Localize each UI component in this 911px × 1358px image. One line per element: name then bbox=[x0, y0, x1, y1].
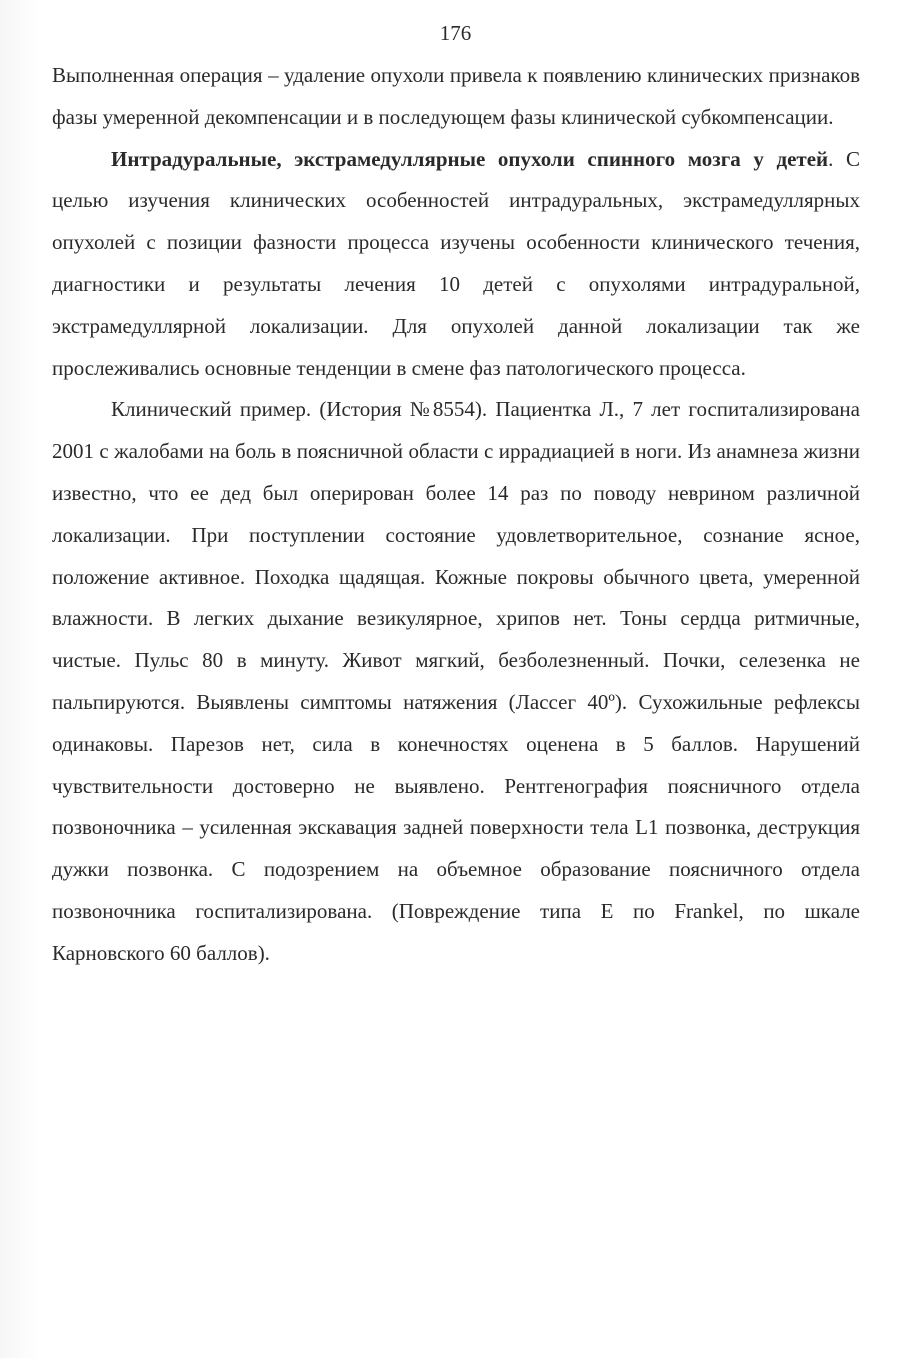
body-text bbox=[52, 55, 860, 975]
section-heading: Интрадуральные, экстрамедуллярные опухоли спинного мозга у детей bbox=[111, 146, 829, 171]
scan-shadow bbox=[0, 0, 40, 1358]
paragraph-operation-result bbox=[52, 55, 860, 139]
paragraph-text: . С целью изучения клинических особенностей интрадуральных, экстрамедуллярных опухолей с позиции фазности процесса изучены особенности клинического течения, диагностики и результаты лечения 10 детей с опухолями интрадуральной, экстрамедуллярной локализации. Для опухолей данной локализации так же прослеживались основные тенденции в смене фаз патологического процесса. bbox=[52, 146, 860, 380]
paragraph-intradural-tumors bbox=[52, 139, 860, 390]
paragraph-text: Клинический пример. (История №8554). Пациентка Л., 7 лет госпитализирована 2001 с жалобами на боль в поясничной области с иррадиацией в ноги. Из анамнеза жизни известно, что ее дед был оперирован более 14 раз по поводу неврином различной локализации. При поступлении состояние удовлетворительное, сознание ясное, положение активное. Походка щадящая. Кожные покровы обычного цвета, умеренной влажности. В легких дыхание везикулярное, хрипов нет. Тоны сердца ритмичные, чистые. Пульс 80 в минуту. Живот мягкий, безболезненный. Почки, селезенка не пальпируются. Выявлены симптомы натяжения (Лассег 40º). Сухожильные рефлексы одинаковы. Парезов нет, сила в конечностях оценена в 5 баллов. Нарушений чувствительности достоверно не выявлено. Рентгенография поясничного отдела позвоночника – усиленная экскавация задней поверхности тела L1 позвонка, деструкция дужки позвонка. С подозрением на объемное образование поясничного отдела позвоночника госпитализирована. (Повреждение типа Е по Frankel, по шкале Карновского 60 баллов). bbox=[52, 397, 860, 965]
paragraph-text: Выполненная операция – удаление опухоли привела к появлению клинических признаков фазы умеренной декомпенсации и в последующем фазы клинической субкомпенсации. bbox=[52, 63, 860, 129]
page-number: 176 bbox=[439, 21, 472, 45]
paragraph-clinical-example bbox=[52, 389, 860, 974]
